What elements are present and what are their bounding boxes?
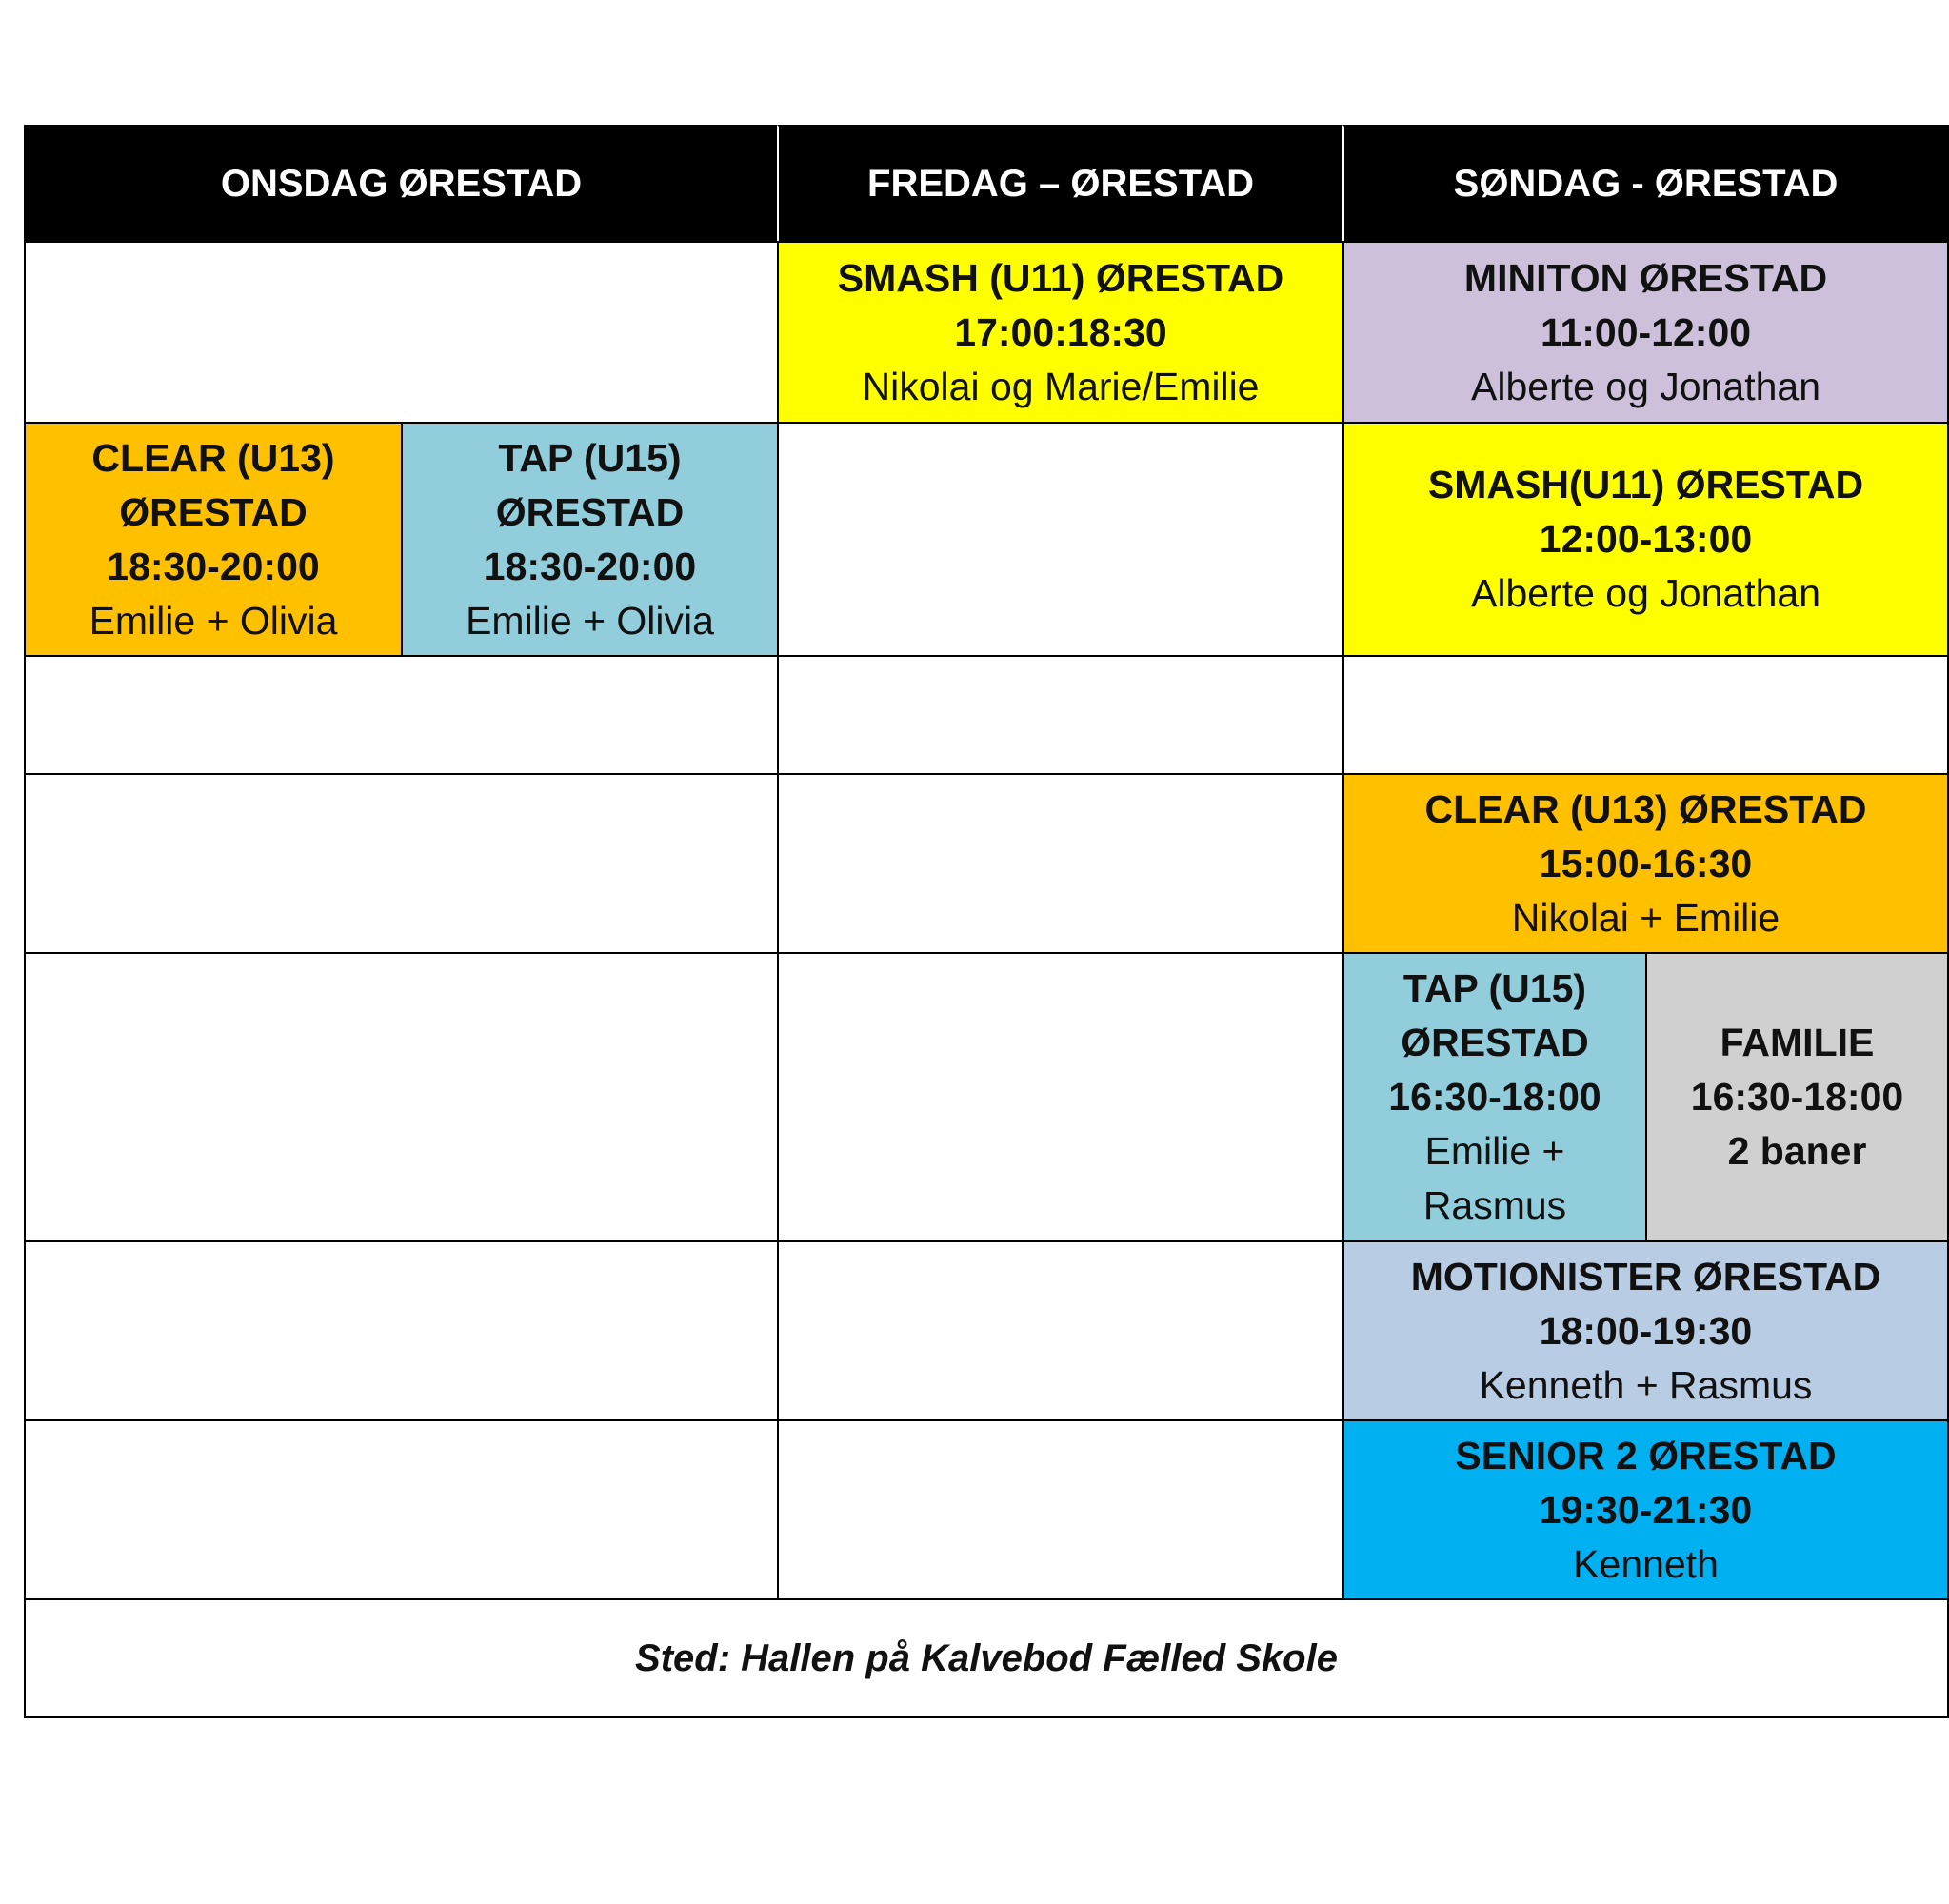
session-title-location: ØRESTAD: [495, 489, 685, 534]
session-title: FAMILIE: [1720, 1021, 1875, 1064]
empty-cell: [777, 1240, 1344, 1421]
session-clear-sunday: [1342, 773, 1949, 954]
session-title: TAP (U15): [498, 435, 682, 480]
session-familie-sunday: [1645, 952, 1949, 1242]
session-coaches: Nikolai og Marie/Emilie: [862, 364, 1260, 408]
session-title: CLEAR (U13): [91, 435, 335, 480]
header-label: ONSDAG ØRESTAD: [220, 162, 583, 205]
empty-cell: [1342, 655, 1949, 775]
session-time: 11:00-12:00: [1540, 309, 1752, 354]
session-coaches: Alberte og Jonathan: [1471, 364, 1820, 408]
session-title: TAP (U15): [1402, 966, 1587, 1010]
session-time: 16:30-18:00: [1690, 1075, 1904, 1119]
header-wednesday: [24, 125, 779, 243]
session-coaches: Emilie + Olivia: [466, 598, 714, 643]
empty-cell: [777, 952, 1344, 1242]
session-coaches: Kenneth + Rasmus: [1479, 1362, 1813, 1407]
session-coaches: Emilie +: [1424, 1129, 1565, 1173]
session-time: 18:30-20:00: [483, 544, 697, 588]
session-clear-wednesday: [24, 422, 403, 657]
session-miniton-sunday: [1342, 241, 1949, 424]
empty-cell: [24, 952, 779, 1242]
empty-cell: [24, 241, 779, 424]
empty-cell: [777, 773, 1344, 954]
session-coaches: Emilie + Olivia: [89, 598, 338, 643]
session-coaches: Alberte og Jonathan: [1471, 571, 1820, 615]
empty-cell: [777, 655, 1344, 775]
session-coaches-cont: Rasmus: [1422, 1183, 1567, 1227]
empty-cell: [777, 422, 1344, 657]
header-friday: [777, 125, 1344, 243]
session-coaches: Kenneth: [1573, 1541, 1719, 1586]
session-title: SMASH (U11) ØRESTAD: [837, 255, 1284, 300]
session-time: 15:00-16:30: [1539, 841, 1753, 885]
header-sunday: [1342, 125, 1949, 243]
header-label: FREDAG – ØRESTAD: [867, 162, 1254, 205]
session-time: 18:30-20:00: [107, 544, 320, 588]
header-label: SØNDAG - ØRESTAD: [1453, 162, 1839, 205]
session-senior-sunday: [1342, 1419, 1949, 1600]
empty-cell: [24, 655, 779, 775]
session-title-location: ØRESTAD: [1401, 1021, 1589, 1064]
session-title: MINITON ØRESTAD: [1463, 255, 1828, 300]
session-smash-sunday: [1342, 422, 1949, 657]
session-title: MOTIONISTER ØRESTAD: [1410, 1254, 1881, 1299]
location-footer: [24, 1598, 1949, 1718]
session-title: SENIOR 2 ØRESTAD: [1455, 1433, 1837, 1478]
session-time: 17:00:18:30: [954, 309, 1167, 354]
session-title: SMASH(U11) ØRESTAD: [1427, 463, 1864, 506]
session-smash-friday: [777, 241, 1344, 424]
session-time: 19:30-21:30: [1539, 1487, 1753, 1532]
empty-cell: [24, 773, 779, 954]
empty-cell: [24, 1240, 779, 1421]
session-title-location: ØRESTAD: [119, 489, 308, 534]
session-time: 16:30-18:00: [1388, 1075, 1601, 1119]
session-title: CLEAR (U13) ØRESTAD: [1424, 786, 1867, 831]
session-time: 18:00-19:30: [1539, 1308, 1753, 1353]
empty-cell: [24, 1419, 779, 1600]
session-motionister-sunday: [1342, 1240, 1949, 1421]
location-text: Sted: Hallen på Kalvebod Fælled Skole: [635, 1636, 1338, 1679]
empty-cell: [777, 1419, 1344, 1600]
session-tap-sunday: [1342, 952, 1647, 1242]
session-time: 12:00-13:00: [1539, 517, 1753, 561]
session-coaches: Nikolai + Emilie: [1511, 895, 1780, 940]
session-tap-wednesday: [401, 422, 779, 657]
session-note: 2 baner: [1727, 1129, 1867, 1173]
